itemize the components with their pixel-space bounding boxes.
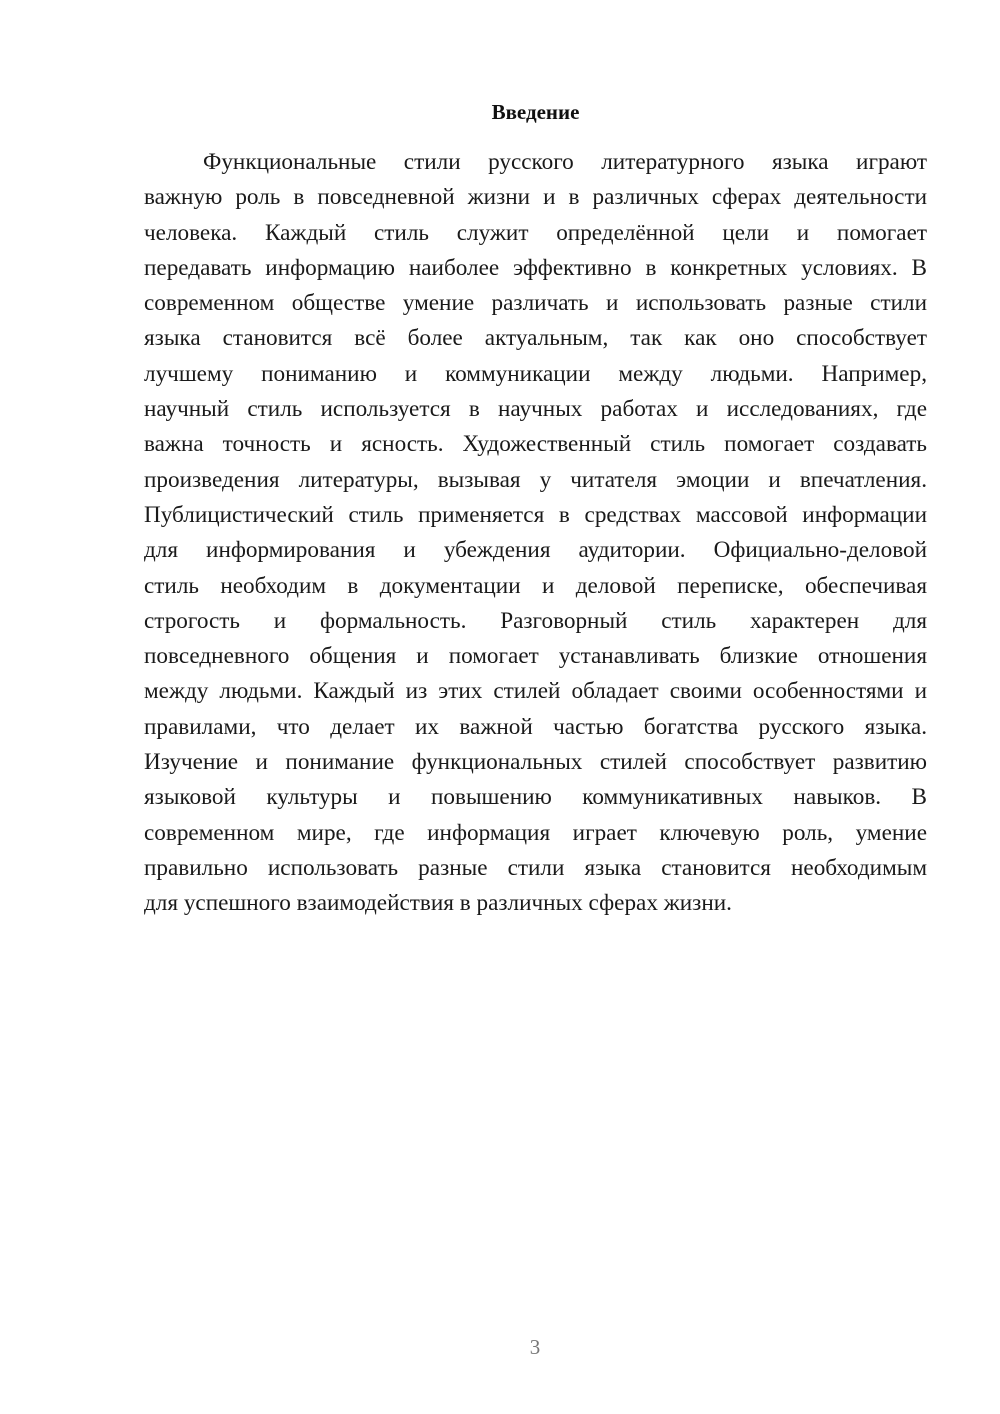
paragraph-line: Изучение и понимание функциональных стилей способствует развитию <box>144 749 927 776</box>
paragraph-line: Публицистический стиль применяется в средствах массовой информации <box>144 501 927 528</box>
paragraph-line: важную роль в повседневной жизни и в различных сферах деятельности <box>144 184 927 211</box>
paragraph-line: Функциональные стили русского литературного языка играют <box>203 149 927 175</box>
paragraph-line: между людьми. Каждый из этих стилей обладает своими особенностями и <box>144 678 927 705</box>
paragraph-line: языковой культуры и повышению коммуникативных навыков. В <box>144 784 927 811</box>
section-heading: Введение <box>491 100 580 124</box>
paragraph-line: передавать информацию наиболее эффективно в конкретных условиях. В <box>144 254 927 281</box>
paragraph-line: языка становится всё более актуальным, так как оно способствует <box>144 325 927 352</box>
paragraph-line: для успешного взаимодействия в различных сферах жизни. <box>144 890 732 917</box>
paragraph-line: произведения литературы, вызывая у читателя эмоции и впечатления. <box>144 466 927 493</box>
paragraph-line: важна точность и ясность. Художественный стиль помогает создавать <box>144 431 927 458</box>
paragraph-line: повседневного общения и помогает устанавливать близкие отношения <box>144 643 927 670</box>
paragraph-line: правилами, что делает их важной частью богатства русского языка. <box>144 713 927 740</box>
body-paragraph <box>144 145 927 922</box>
paragraph-line: лучшему пониманию и коммуникации между людьми. Например, <box>144 360 927 387</box>
paragraph-line: научный стиль используется в научных работах и исследованиях, где <box>144 396 927 423</box>
paragraph-line: строгость и формальность. Разговорный стиль характерен для <box>144 607 927 634</box>
paragraph-line: человека. Каждый стиль служит определённой цели и помогает <box>144 219 927 246</box>
paragraph-line: современном мире, где информация играет ключевую роль, умение <box>144 819 927 846</box>
paragraph-line: для информирования и убеждения аудитории. Официально-деловой <box>144 537 927 564</box>
page-number: 3 <box>529 1335 541 1359</box>
paragraph-line: стиль необходим в документации и деловой переписке, обеспечивая <box>144 572 927 599</box>
paragraph-line: современном обществе умение различать и использовать разные стили <box>144 290 927 317</box>
paragraph-line: правильно использовать разные стили языка становится необходимым <box>144 854 927 881</box>
